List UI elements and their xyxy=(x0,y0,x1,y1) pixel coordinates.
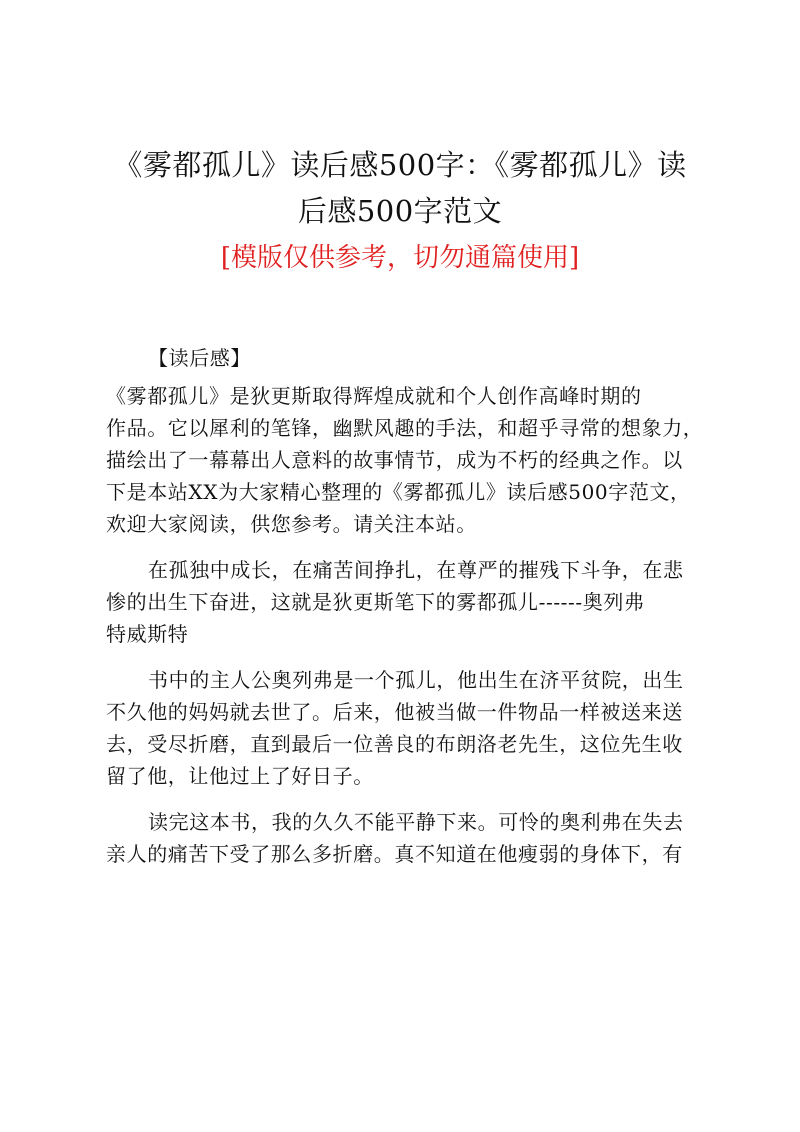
title-line-1: 《雾都孤儿》读后感500字：《雾都孤儿》读 xyxy=(113,148,687,182)
document-title xyxy=(90,142,710,234)
template-notice: [模版仅供参考，切勿通篇使用] xyxy=(220,243,580,273)
paragraph-line: 特威斯特 xyxy=(106,622,189,646)
paragraph-line: 《雾都孤儿》是狄更斯取得辉煌成就和个人创作高峰时期的 xyxy=(106,384,642,408)
paragraph-2 xyxy=(106,554,702,650)
paragraph-line: 留了他，让他过上了好日子。 xyxy=(106,764,374,788)
title-line-2: 后感500字范文 xyxy=(297,194,503,228)
section-tag: 【读后感】 xyxy=(148,346,251,370)
paragraph-line: 去，受尽折磨，直到最后一位善良的布朗洛老先生，这位先生收 xyxy=(106,732,683,756)
paragraph-line: 读完这本书，我的久久不能平静下来。可怜的奥利弗在失去 xyxy=(148,810,684,834)
paragraph-line: 作品。它以犀利的笔锋，幽默风趣的手法，和超乎寻常的想象力， xyxy=(106,416,704,440)
paragraph-4 xyxy=(106,806,702,870)
paragraph-3 xyxy=(106,664,702,792)
paragraph-line: 亲人的痛苦下受了那么多折磨。真不知道在他瘦弱的身体下，有 xyxy=(106,842,683,866)
paragraph-line: 在孤独中成长，在痛苦间挣扎，在尊严的摧残下斗争，在悲 xyxy=(148,558,684,582)
paragraph-line: 惨的出生下奋进，这就是狄更斯笔下的雾都孤儿------奥列弗 xyxy=(106,590,645,614)
paragraph-line: 不久他的妈妈就去世了。后来，他被当做一件物品一样被送来送 xyxy=(106,700,683,724)
paragraph-1 xyxy=(106,380,702,540)
paragraph-line: 书中的主人公奥列弗是一个孤儿，他出生在济平贫院，出生 xyxy=(148,668,684,692)
paragraph-line: 下是本站XX为大家精心整理的《雾都孤儿》读后感500字范文， xyxy=(106,480,691,504)
document-body xyxy=(106,342,702,884)
paragraph-line: 欢迎大家阅读，供您参考。请关注本站。 xyxy=(106,512,477,536)
paragraph-line: 描绘出了一幕幕出人意料的故事情节，成为不朽的经典之作。以 xyxy=(106,448,683,472)
